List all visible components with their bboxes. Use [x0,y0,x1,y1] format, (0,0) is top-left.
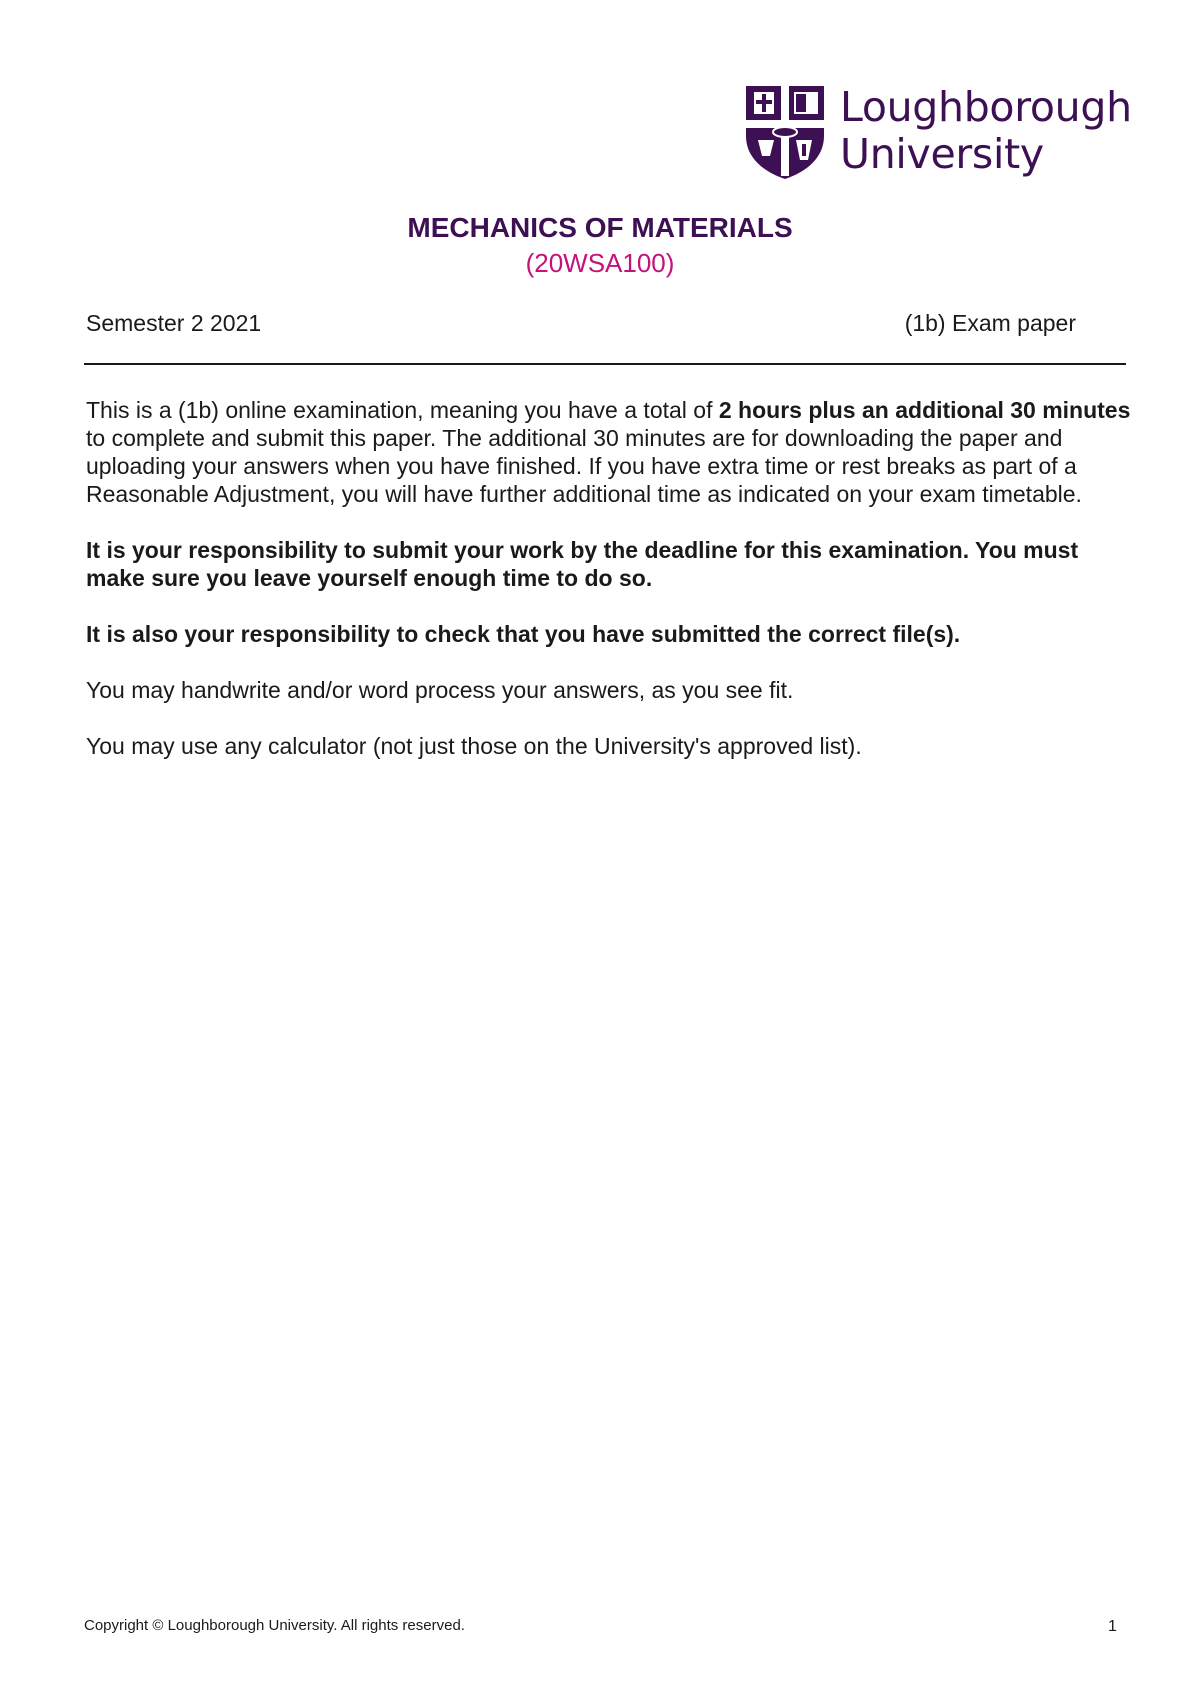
wordmark-line-2: University [840,130,1044,178]
wordmark-line-1: Loughborough [840,83,1132,131]
instruction-p3-bold: It is also your responsibility to check that you have submitted the correct file(s). [86,621,961,647]
instruction-paragraph-2 [86,536,1132,592]
university-wordmark [840,84,1140,178]
instruction-paragraph-1 [86,396,1132,508]
module-code: (20WSA100) [525,248,675,278]
instruction-p2-bold: It is your responsibility to submit your work by the deadline for this examination. You must make sure you leave yourself enough time to do so. [86,537,1079,591]
instruction-paragraph-4: You may handwrite and/or word process your answers, as you see fit. [86,677,794,703]
page-number: 1 [1108,1618,1117,1635]
copyright-notice: Copyright © Loughborough University. All rights reserved. [84,1617,465,1634]
header-divider [84,363,1126,365]
university-crest-icon [744,84,826,180]
instruction-p1-text-a: This is a (1b) online examination, meaning you have a total of [86,397,719,423]
paper-type-label: (1b) Exam paper [904,310,1076,336]
instruction-paragraph-5: You may use any calculator (not just those on the University's approved list). [86,733,862,759]
instruction-p1-text-b: to complete and submit this paper. The additional 30 minutes are for downloading the paper and uploading your answers when you have finished. If you have extra time or rest breaks as part of a Reasonable Adjustment, you will have further additional time as indicated on your exam timetable. [86,425,1082,507]
instruction-p1-bold: 2 hours plus an additional 30 minutes [718,397,1131,423]
semester-label: Semester 2 2021 [86,310,262,336]
university-logo [744,84,1134,184]
exam-instructions [86,396,1132,788]
exam-title: MECHANICS OF MATERIALS [407,212,793,243]
instruction-paragraph-3 [86,620,1132,648]
